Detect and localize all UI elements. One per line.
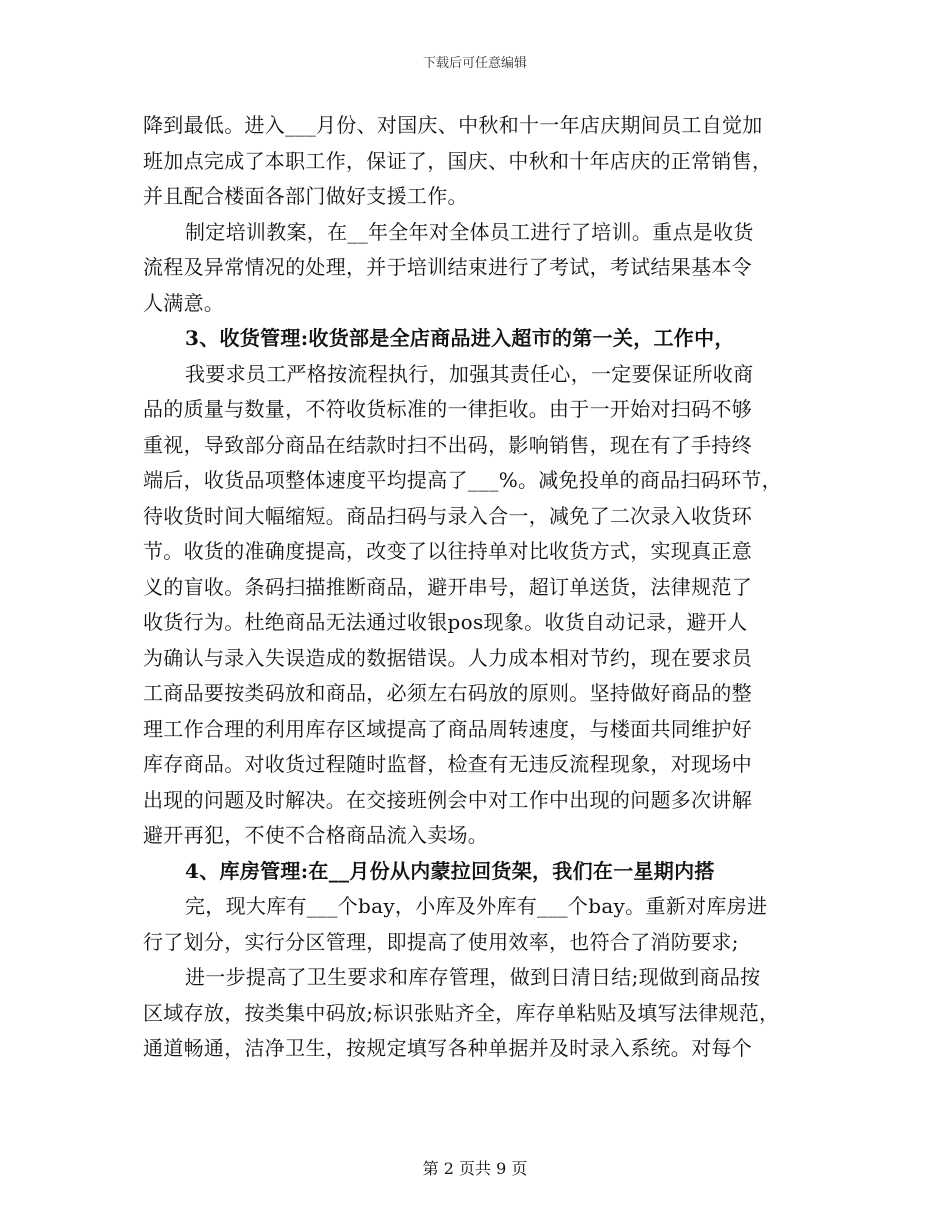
body-line: 工商品要按类码放和商品，必须左右码放的原则。坚持做好商品的整: [143, 681, 752, 705]
body-line: 我要求员工严格按流程执行，加强其责任心，一定要保证所收商: [185, 361, 754, 386]
body-line: 重视，导致部分商品在结款时扫不出码，影响销售，现在有了手持终: [143, 432, 752, 457]
body-line: 避开再犯，不使不合格商品流入卖场。: [143, 823, 489, 847]
body-line: 义的盲收。条码扫描推断商品，避开串号，超订单送货，法律规范了: [143, 574, 752, 599]
document-body: [143, 108, 813, 1067]
body-line: 流程及异常情况的处理，并于培训结束进行了考试，考试结果基本令: [143, 255, 752, 279]
body-line: 库存商品。对收货过程随时监督，检查有无违反流程现象，对现场中: [143, 752, 752, 776]
body-line: 区域存放，按类集中码放;标识张贴齐全，库存单粘贴及填写法律规范，: [143, 1000, 780, 1025]
body-line: 出现的问题及时解决。在交接班例会中对工作中出现的问题多次讲解: [143, 787, 752, 812]
body-line: 收货行为。杜绝商品无法通过收银pos现象。收货自动记录，避开人: [143, 610, 748, 634]
body-line: 行了划分，实行分区管理，即提高了使用效率，也符合了消防要求;: [143, 929, 739, 954]
body-line: 并且配合楼面各部门做好支援工作。: [143, 184, 468, 208]
section-heading-receiving: 3、收货管理:收货部是全店商品进入超市的第一关，工作中，: [185, 326, 735, 350]
body-line: 完，现大库有___个bay，小库及外库有___个bay。重新对库房进: [185, 894, 768, 918]
body-line: 通道畅通，洁净卫生，按规定填写各种单据并及时录入系统。对每个: [143, 1036, 752, 1060]
page-footer: 第 2 页共 9 页: [422, 1159, 528, 1178]
section-heading-warehouse: 4、库房管理:在__月份从内蒙拉回货架，我们在一星期内搭: [185, 858, 715, 883]
body-line: 为确认与录入失误造成的数据错误。人力成本相对节约，现在要求员: [143, 645, 752, 670]
body-line: 制定培训教案，在__年全年对全体员工进行了培训。重点是收货: [185, 219, 754, 244]
body-line: 待收货时间大幅缩短。商品扫码与录入合一，减免了二次录入收货环: [143, 503, 752, 528]
body-line: 端后，收货品项整体速度平均提高了___%。减免投单的商品扫码环节，: [143, 468, 782, 492]
page-header: 下载后可任意编辑: [422, 56, 527, 71]
body-line: 降到最低。进入___月份、对国庆、中秋和十一年店庆期间员工自觉加: [143, 113, 763, 137]
body-line: 节。收货的准确度提高，改变了以往持单对比收货方式，实现真正意: [143, 539, 752, 563]
body-line: 人满意。: [143, 290, 225, 315]
body-line: 班加点完成了本职工作，保证了，国庆、中秋和十年店庆的正常销售，: [143, 148, 773, 173]
body-line: 品的质量与数量，不符收货标准的一律拒收。由于一开始对扫码不够: [143, 397, 752, 421]
body-line: 进一步提高了卫生要求和库存管理，做到日清日结;现做到商品按: [185, 965, 761, 989]
body-line: 理工作合理的利用库存区域提高了商品周转速度，与楼面共同维护好: [143, 716, 752, 741]
